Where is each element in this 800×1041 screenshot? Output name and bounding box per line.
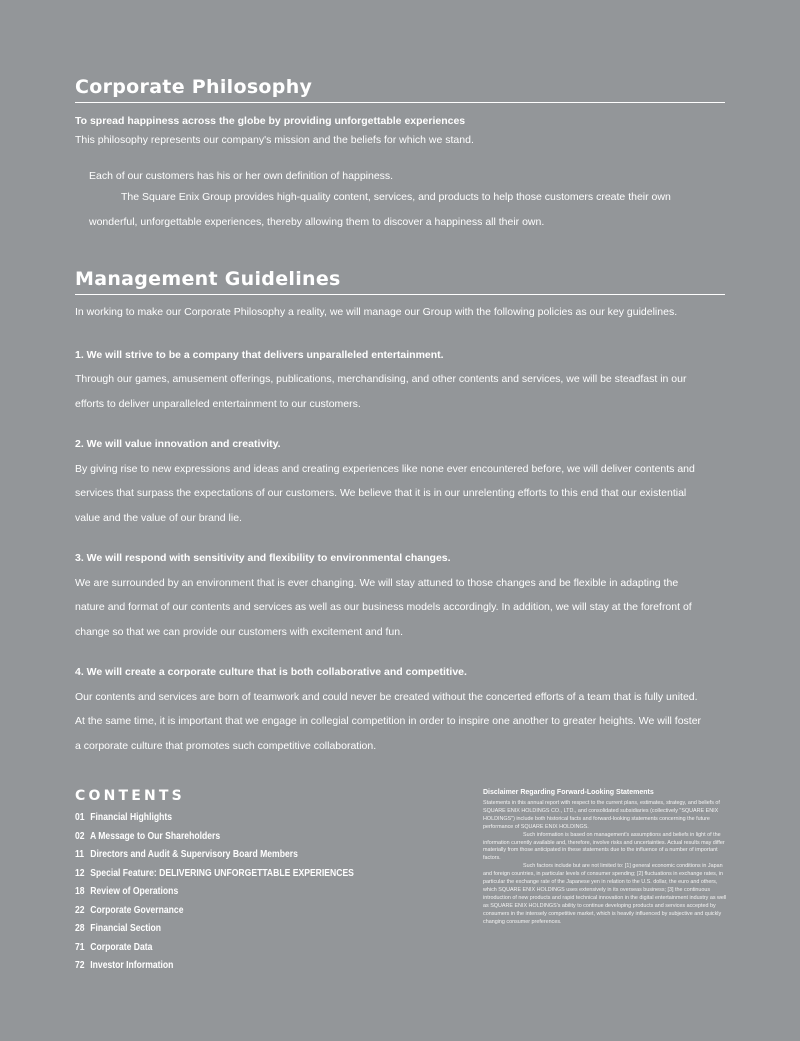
guideline-item	[75, 660, 725, 758]
disclaimer-section	[483, 789, 731, 927]
management-guidelines-section	[75, 268, 725, 758]
guideline-item	[75, 546, 725, 644]
guideline-text-line: By giving rise to new expressions and ideas and creating experiences like none ever encountered before, we will deliver contents and	[75, 462, 695, 475]
toc-page-number: 71	[75, 941, 85, 953]
toc-item[interactable]	[75, 828, 333, 847]
toc-item[interactable]	[75, 846, 333, 865]
guideline-item	[75, 343, 725, 417]
corporate-philosophy-heading: Corporate Philosophy	[75, 76, 725, 103]
guideline-item	[75, 432, 725, 530]
guideline-text-line: efforts to deliver unparalleled entertainment to our customers.	[75, 397, 361, 410]
philosophy-intro: This philosophy represents our company's mission and the beliefs for which we stand.	[75, 134, 474, 146]
toc-page-number: 11	[75, 849, 85, 860]
guideline-text-line: Our contents and services are born of teamwork and could never be created without the concerted efforts of a team that is fully united.	[75, 690, 698, 703]
toc-item[interactable]	[75, 809, 333, 828]
toc-label: Investor Information	[90, 960, 174, 971]
disclaimer-heading: Disclaimer Regarding Forward-Looking Statements	[483, 789, 654, 796]
toc-item[interactable]	[75, 883, 333, 902]
toc-item[interactable]	[75, 865, 354, 884]
toc-item[interactable]	[75, 920, 333, 939]
contents-heading: CONTENTS	[75, 788, 185, 804]
guideline-title: 3. We will respond with sensitivity and flexibility to environmental changes.	[75, 552, 451, 564]
toc-label: Special Feature: DELIVERING UNFORGETTABLE EXPERIENCES	[90, 867, 354, 879]
toc-item[interactable]	[75, 957, 333, 976]
disclaimer-paragraph: Statements in this annual report with respect to the current plans, estimates, strategy, and beliefs of SQUARE ENIX HOLDINGS CO., LTD., and consolidated subsidiaries (collectively "SQUARE ENIX HOLDINGS") include both historical facts and forward-looking statements concerning the future performance of SQUARE ENIX HOLDINGS.	[483, 800, 720, 830]
contents-section	[75, 788, 375, 976]
guideline-text-line: services that surpass the expectations of our customers. We believe that it is in our unrelenting efforts to this end that our existential	[75, 487, 687, 499]
guideline-title: 4. We will create a corporate culture that is both collaborative and competitive.	[75, 666, 467, 678]
guideline-title: 2. We will value innovation and creativity.	[75, 438, 281, 450]
philosophy-line-3: wonderful, unforgettable experiences, thereby allowing them to discover a happiness all their own.	[89, 215, 545, 228]
toc-label: Directors and Audit & Supervisory Board Members	[90, 849, 298, 860]
toc-page-number: 02	[75, 830, 85, 842]
guideline-text-line: change so that we can provide our customers with excitement and fun.	[75, 625, 404, 638]
toc-label: Corporate Data	[90, 941, 153, 953]
disclaimer-paragraph: Such factors include but are not limited to: [1] general economic conditions in Japan and foreign countries, in particular levels of consumer spending; [2] fluctuations in exchange rates, in particular the exchange rate of the Japanese yen in relation to the U.S. dollar, the euro and others, which SQUARE ENIX HOLDINGS uses extensively in its overseas business; [3] the continuous introduction of new products and rapid technical innovation in the digital entertainment industry as well as SQUARE ENIX HOLDINGS's ability to continue developing products and services accepted by consumers in the intensely competitive market, which is heavily influenced by subjective and quickly changing consumer preferences.	[483, 863, 727, 925]
toc-page-number: 28	[75, 923, 85, 934]
toc-item[interactable]	[75, 939, 333, 958]
guideline-text-line: value and the value of our brand lie.	[75, 511, 242, 524]
toc-item[interactable]	[75, 902, 333, 921]
toc-page-number: 22	[75, 904, 85, 916]
toc-page-number: 72	[75, 960, 85, 971]
philosophy-line-1: Each of our customers has his or her own definition of happiness.	[89, 170, 394, 182]
management-guidelines-heading: Management Guidelines	[75, 268, 725, 295]
toc-page-number: 18	[75, 886, 85, 897]
toc-label: Corporate Governance	[90, 904, 184, 916]
corporate-philosophy-section	[75, 76, 725, 239]
toc-label: Review of Operations	[90, 886, 179, 897]
toc-label: Financial Section	[90, 923, 162, 934]
guidelines-intro: In working to make our Corporate Philosophy a reality, we will manage our Group with the following policies as our key guidelines.	[75, 306, 678, 318]
guideline-title: 1. We will strive to be a company that delivers unparalleled entertainment.	[75, 348, 444, 361]
guideline-text-line: We are surrounded by an environment that is ever changing. We will stay attuned to those changes and be flexible in adapting the	[75, 576, 679, 589]
guideline-text-line: At the same time, it is important that we engage in collegial competition in order to inspire one another to greater heights. We will foster	[75, 715, 702, 727]
philosophy-line-2: The Square Enix Group provides high-quality content, services, and products to help those customers create their own	[121, 190, 671, 203]
toc-page-number: 01	[75, 812, 85, 823]
philosophy-lead: To spread happiness across the globe by providing unforgettable experiences	[75, 115, 466, 127]
guideline-text-line: Through our games, amusement offerings, publications, merchandising, and other contents and services, we will be steadfast in our	[75, 373, 687, 385]
guideline-text-line: nature and format of our contents and services as well as our business models accordingly. In addition, we will stay at the forefront of	[75, 601, 692, 613]
toc-label: A Message to Our Shareholders	[89, 830, 221, 842]
toc-page-number: 12	[75, 867, 85, 879]
disclaimer-paragraph: Such information is based on management's assumptions and beliefs in light of the information currently available and, therefore, involve risks and uncertainties. Actual results may differ materially from those anticipated in these statements due to the influence of a number of important factors.	[483, 831, 725, 862]
toc-label: Financial Highlights	[90, 812, 173, 823]
guideline-text-line: a corporate culture that promotes such competitive collaboration.	[75, 739, 377, 752]
